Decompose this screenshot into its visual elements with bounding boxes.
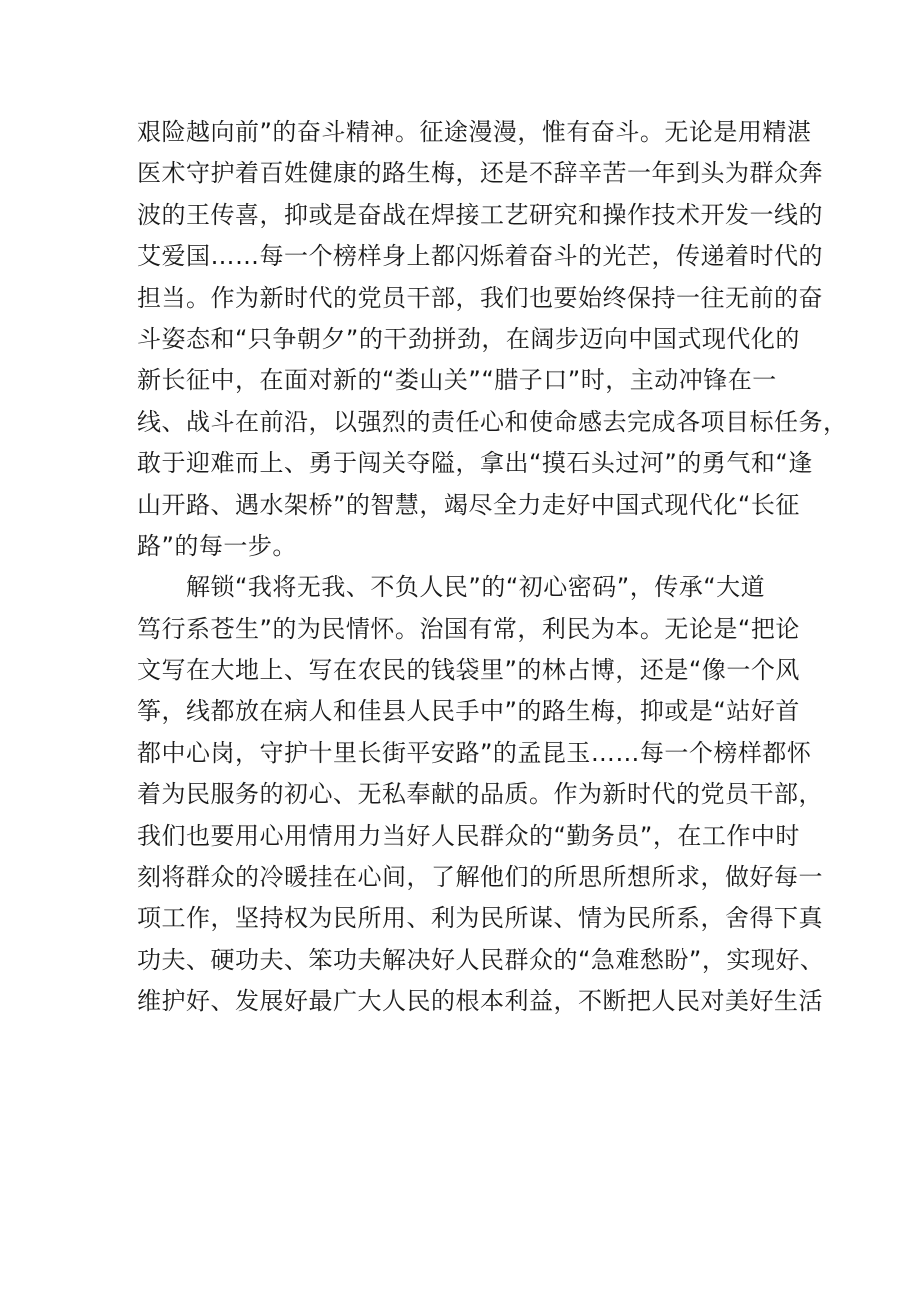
text-line: 刻将群众的冷暖挂在心间，了解他们的所思所想所求，做好每一: [137, 863, 823, 892]
paragraph-2: [137, 567, 857, 1022]
text-line: 敢于迎难而上、勇于闯关夺隘，拿出“摸石头过河”的勇气和“逢: [137, 449, 813, 478]
document-body: [137, 112, 857, 1023]
text-line: 项工作，坚持权为民所用、利为民所谋、情为民所系，舍得下真: [137, 904, 823, 933]
paragraph-1: [137, 112, 857, 567]
text-line: 路”的每一步。: [137, 531, 297, 560]
text-line: 文写在大地上、写在农民的钱袋里”的林占博，还是“像一个风: [137, 656, 800, 685]
text-line: 解锁“我将无我、不负人民”的“初心密码”，传承“大道: [137, 573, 766, 602]
text-line: 都中心岗，守护十里长街平安路”的孟昆玉……每一个榜样都怀: [137, 738, 812, 767]
text-line: 筝，线都放在病人和佳县人民手中”的路生梅，抑或是“站好首: [137, 697, 800, 726]
text-line: 波的王传喜，抑或是奋战在焊接工艺研究和操作技术开发一线的: [137, 200, 823, 229]
text-line: 斗姿态和“只争朝夕”的干劲拼劲，在阔步迈向中国式现代化的: [137, 324, 800, 353]
text-line: 山开路、遇水架桥”的智慧，竭尽全力走好中国式现代化“长征: [137, 490, 800, 519]
text-line: 担当。作为新时代的党员干部，我们也要始终保持一往无前的奋: [137, 283, 823, 312]
text-line: 笃行系苍生”的为民情怀。治国有常，利民为本。无论是“把论: [137, 614, 800, 643]
text-line: 艰险越向前”的奋斗精神。征途漫漫，惟有奋斗。无论是用精湛: [137, 118, 812, 146]
text-line: 我们也要用心用情用力当好人民群众的“勤务员”，在工作中时: [137, 821, 800, 850]
text-line: 功夫、硬功夫、笨功夫解决好人民群众的“急难愁盼”，实现好、: [137, 945, 825, 974]
text-line: 新长征中，在面对新的“娄山关”“腊子口”时，主动冲锋在一: [137, 366, 777, 395]
text-line: 艾爱国……每一个榜样身上都闪烁着奋斗的光芒，传递着时代的: [137, 242, 823, 271]
text-line: 线、战斗在前沿，以强烈的责任心和使命感去完成各项目标任务，: [137, 407, 848, 436]
text-line: 着为民服务的初心、无私奉献的品质。作为新时代的党员干部，: [137, 780, 823, 809]
text-line: 维护好、发展好最广大人民的根本利益，不断把人民对美好生活: [137, 987, 823, 1016]
text-line: 医术守护着百姓健康的路生梅，还是不辞辛苦一年到头为群众奔: [137, 159, 823, 188]
